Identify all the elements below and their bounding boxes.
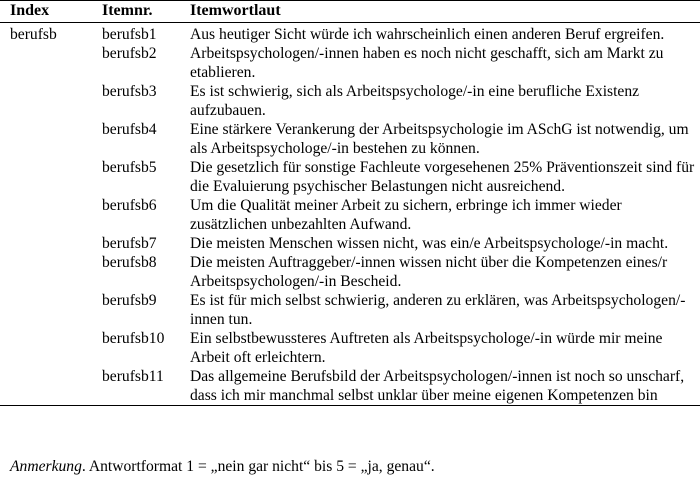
cell-text: Eine stärkere Verankerung der Arbeitspsychologie im ASchG ist notwendig, um als Arbeitspsychologe/-in bestehen zu können. xyxy=(190,121,689,157)
cell-index xyxy=(0,158,102,196)
cell-itemnr: berufsb1 xyxy=(102,26,157,43)
table-row xyxy=(0,253,700,291)
cell-index: berufsb xyxy=(10,26,57,43)
cell-index xyxy=(0,120,102,158)
cell-itemnr: berufsb2 xyxy=(102,45,157,62)
cell-itemnr: berufsb3 xyxy=(102,83,157,100)
cell-itemnr: berufsb9 xyxy=(102,292,157,309)
cell-itemnr: berufsb10 xyxy=(102,330,165,347)
cell-itemnr: berufsb6 xyxy=(102,197,157,214)
cell-index xyxy=(0,291,102,329)
table-row xyxy=(0,82,700,120)
cell-index xyxy=(0,367,102,406)
cell-index xyxy=(0,44,102,82)
cell-itemnr: berufsb5 xyxy=(102,159,157,176)
cell-text: Die meisten Auftraggeber/-innen wissen nicht über die Kompetenzen eines/r Arbeitspsychologen/-in Bescheid. xyxy=(190,254,668,290)
cell-index xyxy=(0,234,102,253)
cell-itemnr: berufsb7 xyxy=(102,235,157,252)
cell-text: Ein selbstbewussteres Auftreten als Arbeitspsychologe/-in würde mir meine Arbeit oft erleichtern. xyxy=(190,330,663,366)
header-itemnr: Itemnr. xyxy=(102,1,190,23)
table-row xyxy=(0,158,700,196)
cell-index xyxy=(0,196,102,234)
cell-itemnr: berufsb4 xyxy=(102,121,157,138)
cell-itemnr: berufsb11 xyxy=(102,367,190,406)
note-label: Anmerkung xyxy=(10,458,82,475)
cell-index xyxy=(0,82,102,120)
table-row xyxy=(0,367,700,406)
cell-text: Die meisten Menschen wissen nicht, was ein/e Arbeitspsychologe/-in macht. xyxy=(190,235,669,252)
table-note xyxy=(10,457,435,476)
table-row xyxy=(0,234,700,253)
cell-text: Das allgemeine Berufsbild der Arbeitspsychologen/-innen ist noch so unscharf, dass ich mir manchmal selbst unklar über meine eigenen Kompetenzen bin xyxy=(190,367,700,406)
table-body xyxy=(0,23,700,406)
table-row xyxy=(0,329,700,367)
table-header xyxy=(0,1,700,23)
cell-text: Aus heutiger Sicht würde ich wahrscheinlich einen anderen Beruf ergreifen. xyxy=(190,26,665,43)
table-row xyxy=(0,44,700,82)
note-text: . Antwortformat 1 = „nein gar nicht“ bis 5 = „ja, genau“. xyxy=(81,458,435,475)
cell-text: Es ist für mich selbst schwierig, anderen zu erklären, was Arbeitspsychologen/-innen tun. xyxy=(190,292,686,328)
cell-index xyxy=(0,253,102,291)
cell-index xyxy=(0,329,102,367)
table-row xyxy=(0,23,700,45)
cell-text: Um die Qualität meiner Arbeit zu sichern, erbringe ich immer wieder zusätzlichen unbezahlten Aufwand. xyxy=(190,197,622,233)
table-row xyxy=(0,120,700,158)
cell-text: Die gesetzlich für sonstige Fachleute vorgesehenen 25% Präventionszeit sind für die Evaluierung psychischer Belastungen nicht ausreichend. xyxy=(190,159,695,195)
cell-itemnr: berufsb8 xyxy=(102,254,157,271)
header-index: Index xyxy=(0,1,102,23)
header-wording: Itemwortlaut xyxy=(190,1,700,23)
cell-text: Es ist schwierig, sich als Arbeitspsychologe/-in eine berufliche Existenz aufzubauen. xyxy=(190,83,640,119)
header-row xyxy=(0,1,700,23)
table-row xyxy=(0,291,700,329)
cell-text: Arbeitspsychologen/-innen haben es noch nicht geschafft, sich am Markt zu etablieren. xyxy=(190,45,664,81)
table-row xyxy=(0,196,700,234)
